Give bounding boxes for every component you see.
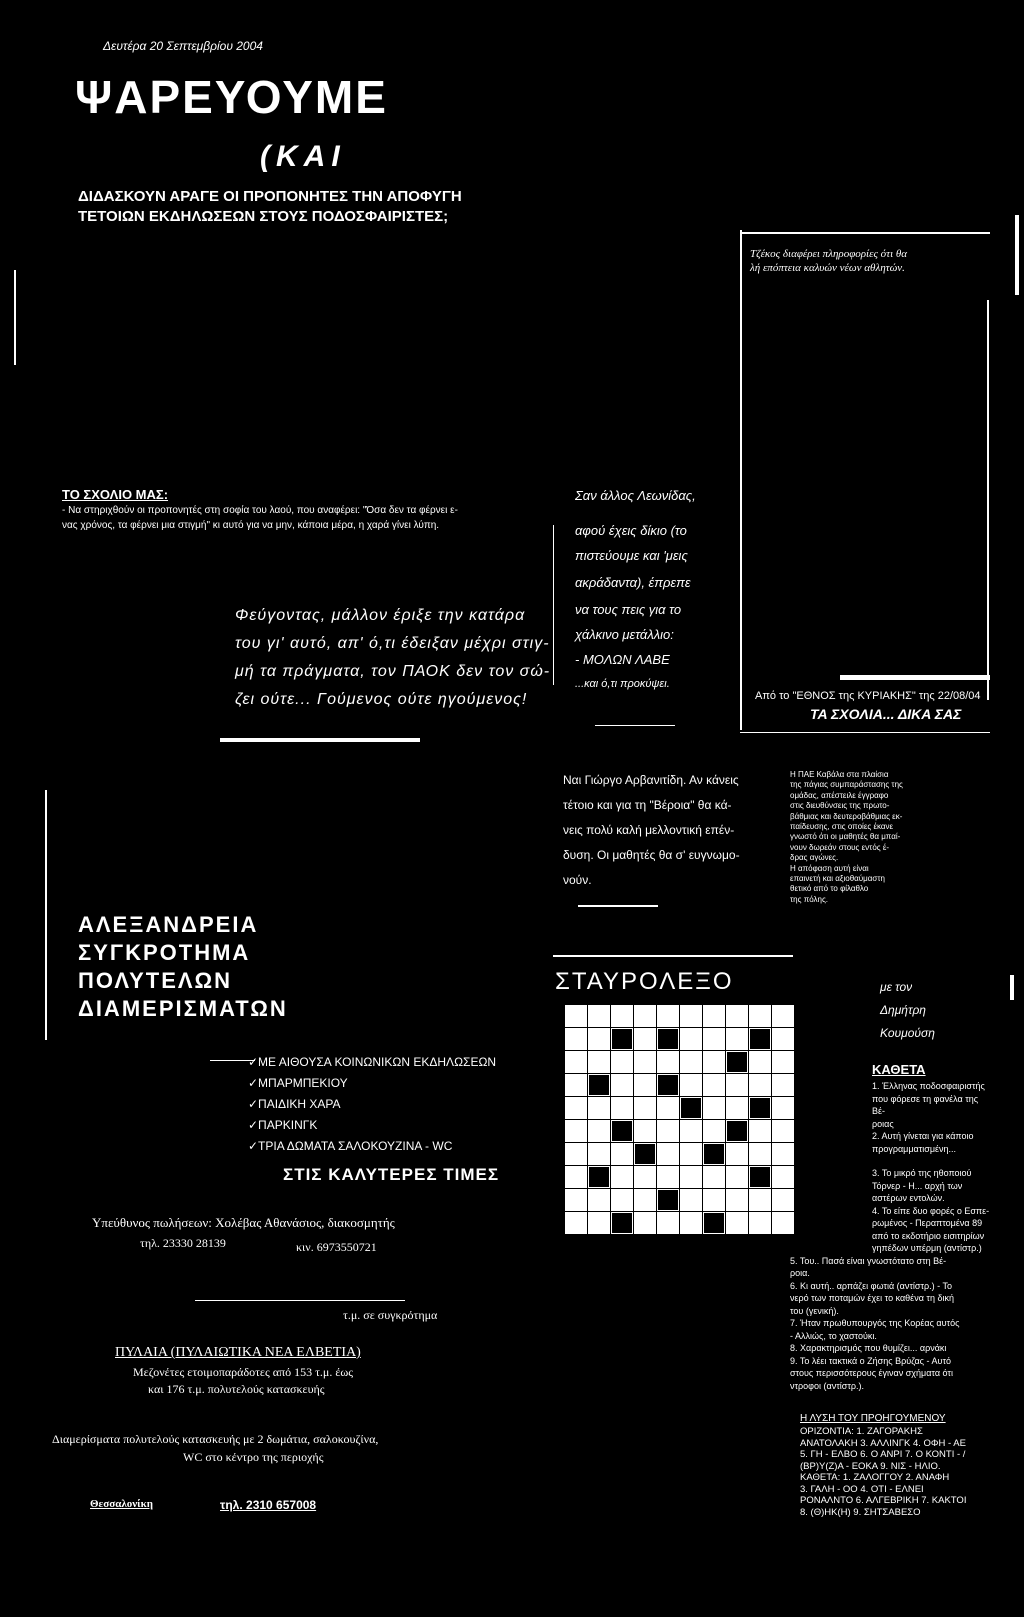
- ad-feature: ✓ΜΠΑΡΜΠΕΚΙΟΥ: [248, 1076, 348, 1090]
- crossword-cell: [634, 1143, 656, 1165]
- edge-mark: [1010, 975, 1014, 1000]
- clues-list: [790, 1080, 990, 1392]
- crossword-cell: [588, 1051, 610, 1073]
- pae-line: ομάδας, απέστειλε έγγραφο: [790, 790, 889, 800]
- clue: 6. Κι αυτή.. αρπάζει φωτιά (αντίστρ.) - Το: [790, 1280, 952, 1291]
- crossword-cell: [588, 1005, 610, 1027]
- solution-line: (ΒΡ)Υ(Ζ)Α - ΕΟΚΑ 9. ΝΙΣ - ΗΛΙΟ.: [800, 1460, 941, 1472]
- crossword-cell: [634, 1166, 656, 1188]
- leonidas-line5: να τους πεις για το: [575, 602, 682, 617]
- rule: [195, 1300, 405, 1301]
- solution-title: Η ΛΥΣΗ ΤΟΥ ΠΡΟΗΓΟΥΜΕΝΟΥ: [800, 1413, 946, 1424]
- leonidas-line4: ακράδαντα), έπρεπε: [575, 575, 691, 590]
- crossword-cell: [680, 1143, 702, 1165]
- crossword-cell: [703, 1097, 725, 1119]
- crossword-cell: [611, 1120, 633, 1142]
- pae-line: στις διευθύνσεις της πρωτο-: [790, 801, 890, 811]
- comment-label: ΤΟ ΣΧΟΛΙΟ ΜΑΣ:: [62, 487, 169, 502]
- ad-pylaia3: και 176 τ.μ. πολυτελούς κατασκευής: [148, 1382, 325, 1396]
- crossword-cell: [657, 1120, 679, 1142]
- crossword-cell: [749, 1189, 771, 1211]
- pae-line: παίδευσης, στις οποίες έκανε: [790, 822, 894, 832]
- crossword-cell: [749, 1120, 771, 1142]
- clue: ντροφοι (αντίστρ.).: [790, 1380, 865, 1391]
- rule: [553, 955, 793, 957]
- crossword-cell: [726, 1120, 748, 1142]
- crossword-cell: [634, 1120, 656, 1142]
- crossword-title: ΣΤΑΥΡΟΛΕΞΟ: [555, 968, 734, 995]
- crossword-cell: [703, 1005, 725, 1027]
- rule: [220, 738, 420, 742]
- crossword-cell: [565, 1189, 587, 1211]
- crossword-cell: [565, 1143, 587, 1165]
- crossword-cell: [680, 1028, 702, 1050]
- clue: αστέρων εντολών.: [872, 1193, 945, 1203]
- clue: 1. Έλληνας ποδοσφαιριστής: [872, 1081, 985, 1091]
- crossword-cell: [611, 1166, 633, 1188]
- crossword-cell: [703, 1143, 725, 1165]
- quote-line4: ζει ούτε... Γούμενος ούτε ηγούμενος!: [235, 691, 528, 708]
- clue: προγραμματισμένη...: [872, 1143, 957, 1154]
- crossword-cell: [588, 1166, 610, 1188]
- clue: 3. Το μικρό της ηθοποιού: [872, 1168, 972, 1178]
- ad-features: [248, 1052, 496, 1157]
- leonidas-line7: - ΜΟΛΩΝ ΛΑΒΕ: [575, 652, 670, 667]
- clue: 2. Αυτή γίνεται για κάποιο: [872, 1131, 974, 1141]
- crossword-cell: [749, 1212, 771, 1234]
- ad-pylaia2: Μεζονέτες ετοιμοπαράδοτες από 153 τ.μ. έως: [133, 1365, 354, 1379]
- crossword-cell: [634, 1005, 656, 1027]
- crossword-cell: [703, 1166, 725, 1188]
- divider: [740, 230, 742, 730]
- crossword-cell: [634, 1189, 656, 1211]
- crossword-cell: [588, 1143, 610, 1165]
- crossword-cell: [565, 1212, 587, 1234]
- clue: 5. Του.. Πασά είναι γνωστότατο στη Βέ-: [790, 1255, 947, 1266]
- ad-feature: ✓ΤΡΙΑ ΔΩΜΑΤΑ ΣΑΛΟΚΟΥΖΙΝΑ - WC: [248, 1139, 453, 1153]
- solution-list: [800, 1426, 990, 1518]
- ad-border: [45, 790, 47, 1040]
- rule: [740, 732, 990, 733]
- crossword-cell: [657, 1189, 679, 1211]
- crossword-cell: [749, 1097, 771, 1119]
- right-note-line2: λή επόπτεια καλυών νέων αθλητών.: [750, 262, 905, 274]
- crossword-cell: [657, 1028, 679, 1050]
- clue: 4. Το είπε δυο φορές ο Εσπε-: [872, 1205, 990, 1216]
- ad-title1: ΑΛΕΞΑΝΔΡΕΙΑ: [78, 912, 259, 937]
- solution-line: 5. ΓΗ - ΕΛΒΟ 6. Ο ΑΝΡΙ 7. Ο ΚΟΝΤΙ - /: [800, 1449, 966, 1460]
- crossword-cell: [634, 1074, 656, 1096]
- crossword-by2: Δημήτρη: [880, 1003, 926, 1017]
- crossword-cell: [726, 1143, 748, 1165]
- edge-mark: [14, 270, 16, 365]
- crossword-cell: [726, 1074, 748, 1096]
- crossword-cell: [657, 1051, 679, 1073]
- leonidas-line3: πιστεύουμε και 'μεις: [575, 548, 688, 563]
- divider: [987, 300, 989, 700]
- crossword-cell: [680, 1074, 702, 1096]
- crossword-cell: [749, 1143, 771, 1165]
- crossword-cell: [611, 1005, 633, 1027]
- crossword-cell: [588, 1189, 610, 1211]
- crossword-cell: [680, 1097, 702, 1119]
- quote-line3: μή τα πράγματα, τον ΠΑΟΚ δεν τον σώ-: [235, 663, 551, 680]
- arvanitidis-line5: νούν.: [563, 873, 592, 887]
- arvanitidis-line1: Ναι Γιώργο Αρβανιτίδη. Αν κάνεις: [563, 773, 739, 787]
- masthead: ΨΑΡΕΥΟΥΜΕ: [75, 71, 388, 123]
- pae-line: γνωστό ότι οι μαθητές θα μπαί-: [790, 832, 901, 842]
- crossword-cell: [588, 1074, 610, 1096]
- clue: - Αλλιώς, το χαστούκι.: [790, 1330, 877, 1341]
- solution-line: ΟΡΙΖΟΝΤΙΑ: 1. ΖΑΓΟΡΑΚΗΣ: [800, 1426, 923, 1437]
- crossword-cell: [657, 1212, 679, 1234]
- crossword-cell: [703, 1189, 725, 1211]
- crossword-cell: [703, 1051, 725, 1073]
- source-line1: Από το "ΕΘΝΟΣ της ΚΥΡΙΑΚΗΣ" της 22/08/04: [755, 690, 981, 702]
- crossword-cell: [726, 1166, 748, 1188]
- clue: 8. Χαρακτηρισμός που θυμίζει... αρνάκι: [790, 1343, 947, 1353]
- divider: [740, 232, 990, 234]
- headline-line2: ΤΕΤΟΙΩΝ ΕΚΔΗΛΩΣΕΩΝ ΣΤΟΥΣ ΠΟΔΟΣΦΑΙΡΙΣΤΕΣ;: [78, 208, 449, 225]
- pae-note: [790, 770, 985, 905]
- ad-title3: ΠΟΛΥΤΕΛΩΝ: [78, 968, 233, 993]
- ad-contact2: τηλ. 23330 28139: [140, 1236, 226, 1250]
- crossword-cell: [680, 1051, 702, 1073]
- crossword-cell: [657, 1143, 679, 1165]
- crossword-cell: [749, 1028, 771, 1050]
- clue: του (γενική).: [790, 1305, 839, 1316]
- solution-line: ΑΝΑΤΟΛΑΚΗ 3. ΑΛΛΙΝΓΚ 4. ΟΦΗ - ΑΕ: [800, 1437, 966, 1449]
- right-note-line1: Τζέκος διαφέρει πληροφορίες ότι θα: [750, 248, 908, 260]
- crossword-cell: [634, 1097, 656, 1119]
- pae-line: της πόλης.: [790, 894, 829, 904]
- crossword-cell: [726, 1189, 748, 1211]
- clue: 9. Το λέει τακτικά ο Ζήσης Βρύζας - Αυτό: [790, 1355, 952, 1366]
- ad-feature: ✓ΠΑΙΔΙΚΗ ΧΑΡΑ: [248, 1097, 341, 1111]
- crossword-cell: [565, 1097, 587, 1119]
- crossword-cell: [703, 1212, 725, 1234]
- crossword-cell: [611, 1189, 633, 1211]
- issue-date: Δευτέρα 20 Σεπτεμβρίου 2004: [103, 39, 263, 53]
- solution-line: ΚΑΘΕΤΑ: 1. ΖΑΛΟΓΓΟΥ 2. ΑΝΑΦΗ: [800, 1472, 950, 1483]
- crossword-cell: [726, 1005, 748, 1027]
- crossword-cell: [588, 1212, 610, 1234]
- divider: [553, 525, 554, 685]
- rule: [595, 725, 675, 726]
- crossword-cell: [749, 1166, 771, 1188]
- crossword-cell: [703, 1028, 725, 1050]
- crossword-cell: [680, 1120, 702, 1142]
- quote-line2: του γι' αυτό, απ' ό,τι έδειξαν μέχρι στιγ-: [235, 635, 550, 652]
- crossword-cell: [611, 1143, 633, 1165]
- crossword-cell: [703, 1120, 725, 1142]
- pae-line: Η απόφαση αυτή είναι: [790, 863, 869, 873]
- crossword-cell: [611, 1028, 633, 1050]
- ad-phone: τηλ. 2310 657008: [220, 1498, 317, 1512]
- rule: [578, 905, 658, 907]
- clue: Τόρνερ - Η... αρχή των: [872, 1180, 963, 1191]
- crossword-cell: [611, 1051, 633, 1073]
- pae-line: βάθμιας και δευτεροβάθμιας εκ-: [790, 811, 903, 821]
- crossword-cell: [772, 1051, 794, 1073]
- crossword-cell: [611, 1097, 633, 1119]
- ad-apts1: Διαμερίσματα πολυτελούς κατασκευής με 2 δωμάτια, σαλοκουζίνα,: [52, 1432, 379, 1446]
- crossword-cell: [634, 1028, 656, 1050]
- leonidas-line8: ...και ό,τι προκύψει.: [575, 678, 670, 690]
- clue: από το εκδοτήριο εισιτηρίων: [872, 1230, 985, 1241]
- clue: γηπέδων υπέρμη (αντίστρ.): [872, 1243, 982, 1253]
- crossword-cell: [726, 1097, 748, 1119]
- headline-line1: ΔΙΔΑΣΚΟΥΝ ΑΡΑΓΕ ΟΙ ΠΡΟΠΟΝΗΤΕΣ ΤΗΝ ΑΠΟΦΥΓΗ: [78, 188, 462, 205]
- ad-feature: ✓ΜΕ ΑΙΘΟΥΣΑ ΚΟΙΝΩΝΙΚΩΝ ΕΚΔΗΛΩΣΕΩΝ: [248, 1055, 497, 1069]
- crossword-cell: [657, 1074, 679, 1096]
- clue: που φόρεσε τη φανέλα της Βέ-: [872, 1093, 979, 1116]
- pae-line: επαινετή και αξιοθαύμαστη: [790, 874, 885, 884]
- ad-sqm: τ.μ. σε συγκρότημα: [343, 1308, 438, 1322]
- comment-line1: - Να στηριχθούν οι προπονητές στη σοφία του λαού, που αναφέρει: "Όσα δεν τα φέρνει ε-: [62, 505, 458, 516]
- crossword-cell: [565, 1051, 587, 1073]
- crossword-cell: [565, 1166, 587, 1188]
- ad-apts2: WC στο κέντρο της περιοχής: [183, 1450, 324, 1464]
- quote-line1: Φεύγοντας, μάλλον έριξε την κατάρα: [235, 607, 526, 624]
- crossword-cell: [726, 1028, 748, 1050]
- ad-title2: ΣΥΓΚΡΟΤΗΜΑ: [78, 940, 251, 965]
- ad-title4: ΔΙΑΜΕΡΙΣΜΑΤΩΝ: [78, 996, 288, 1021]
- solution-line: ΡΟΝΑΛΝΤΟ 6. ΑΛΓΕΒΡΙΚΗ 7. ΚΑΚΤΟΙ: [800, 1495, 967, 1506]
- pae-line: νουν δωρεάν στους εντός έ-: [790, 842, 890, 852]
- crossword-by1: με τον: [880, 980, 913, 994]
- crossword-cell: [680, 1212, 702, 1234]
- crossword-grid: [560, 1000, 800, 1240]
- arvanitidis-line3: νεις πολύ καλή μελλοντική επέν-: [563, 823, 735, 837]
- ad-prices: ΣΤΙΣ ΚΑΛΥΤΕΡΕΣ ΤΙΜΕΣ: [283, 1165, 500, 1184]
- crossword-cell: [588, 1028, 610, 1050]
- crossword-cell: [611, 1074, 633, 1096]
- solution-line: 8. (Θ)ΗΚ(Η) 9. ΣΗΤΣΑΒΕΣΟ: [800, 1506, 921, 1518]
- crossword-by3: Κουμούση: [880, 1026, 935, 1040]
- ad-city: Θεσσαλονίκη: [90, 1498, 153, 1510]
- crossword-cell: [726, 1212, 748, 1234]
- crossword-cell: [703, 1074, 725, 1096]
- crossword-cell: [634, 1212, 656, 1234]
- edge-mark: [1015, 215, 1019, 295]
- crossword-cell: [749, 1005, 771, 1027]
- crossword-cell: [749, 1074, 771, 1096]
- clue: νερό των ποταμών έχει το καθένα τη δική: [790, 1293, 954, 1303]
- crossword-cell: [749, 1051, 771, 1073]
- crossword-cell: [680, 1166, 702, 1188]
- clue: 7. Ήταν πρωθυπουργός της Κορέας αυτός: [790, 1318, 960, 1328]
- crossword-cell: [657, 1166, 679, 1188]
- arvanitidis-line4: δυση. Οι μαθητές θα σ' ευγνωμο-: [563, 848, 740, 862]
- clue: ροιας: [872, 1118, 894, 1129]
- crossword-cell: [565, 1028, 587, 1050]
- crossword-cell: [726, 1051, 748, 1073]
- ad-contact3: κιν. 6973550721: [296, 1240, 377, 1254]
- comment-line2: νας χρόνος, τα φέρνει μια στιγμή" κι αυτό για να μην, κάποια μέρα, η χαρά γίνει λύπη.: [62, 520, 440, 531]
- crossword-cell: [565, 1005, 587, 1027]
- arvanitidis-line2: τέτοιο και για τη "Βέροια" θα κά-: [563, 798, 732, 812]
- crossword-cell: [611, 1212, 633, 1234]
- leonidas-line6: χάλκινο μετάλλιο:: [575, 627, 674, 642]
- crossword-cell: [657, 1005, 679, 1027]
- crossword-cell: [634, 1051, 656, 1073]
- sub-masthead: (ΚΑΙ: [260, 140, 346, 173]
- pae-line: Η ΠΑΕ Καβάλα στα πλαίσια: [790, 770, 889, 779]
- ad-feature: ✓ΠΑΡΚΙΝΓΚ: [248, 1118, 318, 1132]
- crossword-cell: [588, 1097, 610, 1119]
- crossword-cell: [565, 1120, 587, 1142]
- source-line2: ΤΑ ΣΧΟΛΙΑ... ΔΙΚΑ ΣΑΣ: [810, 706, 962, 722]
- pae-line: δρας αγώνες.: [790, 853, 839, 863]
- pae-line: θετικό από το φίλαθλο: [790, 884, 869, 894]
- crossword-cell: [588, 1120, 610, 1142]
- leonidas-line2: αφού έχεις δίκιο (το: [575, 523, 687, 538]
- crossword-cell: [772, 1028, 794, 1050]
- crossword-cell: [772, 1005, 794, 1027]
- crossword-cell: [680, 1005, 702, 1027]
- crossword-cell: [657, 1097, 679, 1119]
- crossword-cell: [680, 1189, 702, 1211]
- crossword-cell: [565, 1074, 587, 1096]
- rule: [840, 675, 990, 680]
- ad-pylaia: ΠΥΛΑΙΑ (ΠΥΛΑΙΩΤΙΚΑ ΝΕΑ ΕΛΒΕΤΙΑ): [115, 1345, 361, 1360]
- clue: ρωμένος - Περαπτομένα 89: [872, 1218, 983, 1228]
- ad-contact1: Υπεύθυνος πωλήσεων: Χολέβας Αθανάσιος, διακοσμητής: [92, 1215, 395, 1230]
- clue: ροια.: [790, 1268, 810, 1278]
- leonidas-line1: Σαν άλλος Λεωνίδας,: [575, 488, 696, 503]
- solution-line: 3. ΓΑΛΗ - ΟΟ 4. ΟΤΙ - ΕΛΝΕΙ: [800, 1483, 924, 1495]
- pae-line: της πάγιας συμπαράστασης της: [790, 780, 903, 790]
- clue: στους περισσότερους έγιναν σχήματα ότι: [790, 1368, 953, 1378]
- vertical-label: ΚΑΘΕΤΑ: [872, 1062, 926, 1077]
